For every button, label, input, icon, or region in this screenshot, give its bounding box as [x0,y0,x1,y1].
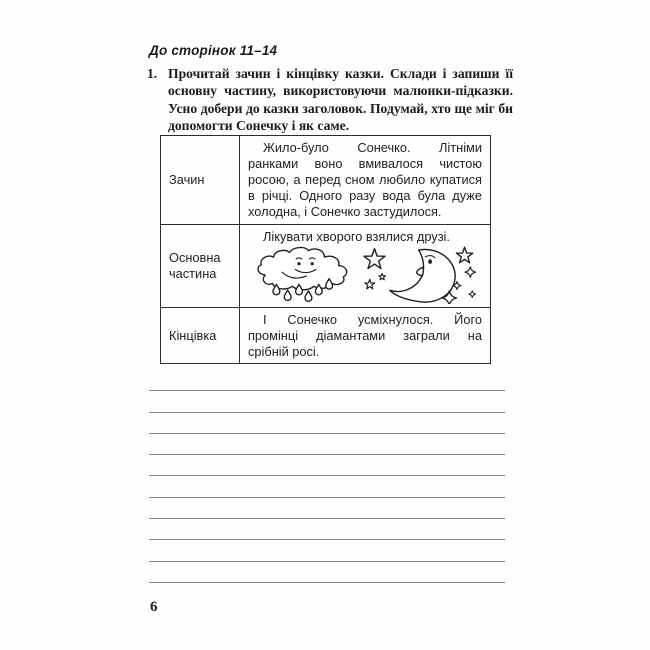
writing-line [149,519,505,540]
writing-lines [149,370,505,583]
row-label-kintsivka: Кінцівка [161,308,240,364]
moon-with-stars-icon [363,246,480,304]
page-number: 6 [150,599,158,615]
writing-line [149,562,505,583]
writing-line [149,540,505,561]
writing-line [149,413,505,434]
rain-cloud-icon [250,246,363,304]
page-header: До сторінок 11–14 [149,43,278,58]
writing-line [149,434,505,455]
table-row-kintsivka [161,308,491,364]
exercise-1 [147,65,513,135]
zachyn-text: Жило-було Сонечко. Літніми ранками воно вмивалося чистою росою, а перед сном любило купатися в річці. Одного разу вода була дуже холодна, і Сонечко застудилося. [248,140,482,219]
writing-line [149,391,505,412]
row-content-zachyn [240,136,491,225]
osnovna-text: Лікувати хворого взялися друзі. [263,228,450,244]
row-label-zachyn: Зачин [161,136,240,225]
writing-line [149,370,505,391]
exercise-number: 1. [147,66,158,81]
writing-line [149,476,505,497]
row-content-kintsivka [240,308,491,364]
table-row-osnovna [161,225,491,308]
writing-line [149,498,505,519]
picture-hints [248,245,482,304]
writing-line [149,455,505,476]
kintsivka-text: І Сонечко усміхнулося. Його промінці діамантами заграли на срібній росі. [248,311,482,359]
row-content-osnovna [240,225,491,308]
table-row-zachyn [161,136,491,225]
exercise-instructions: Прочитай зачин і кінцівку казки. Склади і запиши її основну частину, використовуючи малюнки-підказки. Усно добери до казки заголовок. Подумай, хто ще міг би допомогти Сонечку і як саме. [168,66,513,134]
story-structure-table [160,135,491,364]
row-label-osnovna: Основна частина [161,225,240,308]
